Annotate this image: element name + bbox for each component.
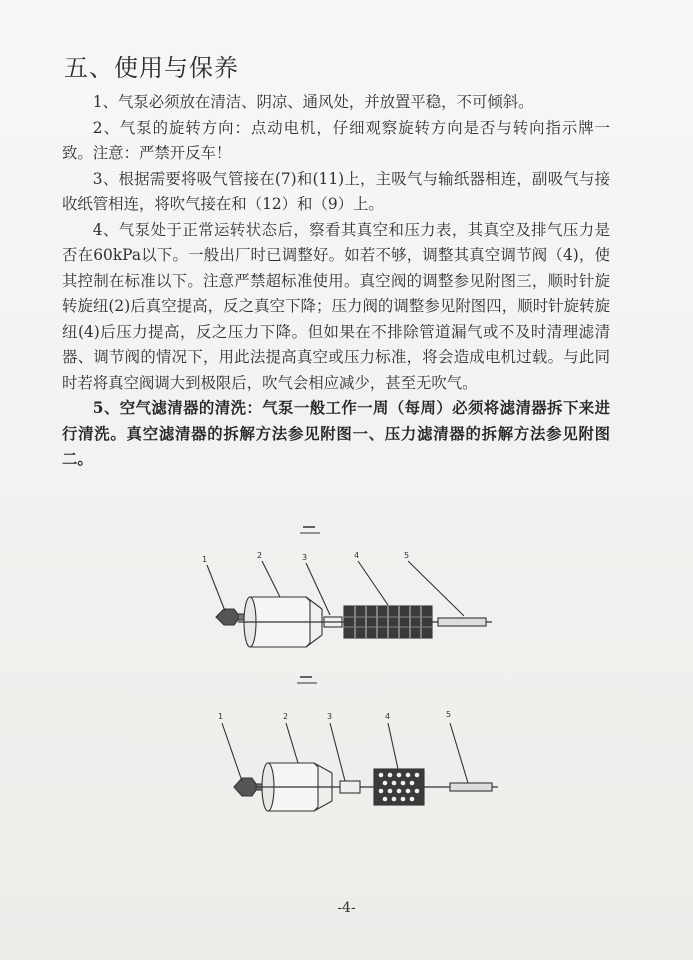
label-bottom-4: 4 (385, 712, 391, 721)
page-number: -4- (337, 900, 356, 916)
label-top-5: 5 (404, 551, 410, 560)
diagram-svg (180, 505, 520, 835)
cartridge-part (344, 606, 432, 638)
label-top-4: 4 (354, 551, 360, 560)
diagram-bottom-labels (218, 710, 451, 721)
label-top-2: 2 (257, 551, 263, 560)
label-bottom-5: 5 (446, 710, 452, 719)
diagram-top-labels (202, 551, 409, 564)
body-text (62, 90, 610, 473)
rod-part (438, 618, 486, 626)
sleeve-part-bottom (340, 781, 360, 793)
paragraph-1: 1、气泵必须放在清洁、阴凉、通风处，并放置平稳，不可倾斜。 (92, 93, 534, 111)
label-top-3: 3 (302, 553, 308, 562)
diagram-top (207, 527, 492, 647)
paragraph-4: 4、气泵处于正常运转状态后，察看其真空和压力表，其真空及排气压力是否在60kPa以下。一般出厂时已调整好。如若不够，调整其真空调节阀（4)，使其控制在标准以下。注意严禁超标准使用。真空阀的调整参见附图三，顺时针旋转旋纽(2)后真空提高，反之真空下降；压力阀的调整参见附图四，顺时针旋转旋纽(4)后压力提高，反之压力下降。但如果在不排除管道漏气或不及时清理滤清器、调节阀的情况下，用此法提高真空或压力标准，将会造成电机过载。与此同时若将真空阀调大到极限后，吹气会相应减少，甚至无吹气。 (62, 220, 610, 392)
diagram-bottom (222, 677, 498, 811)
section-title: 五、使用与保养 (64, 54, 239, 82)
label-bottom-1: 1 (218, 712, 224, 721)
label-top-1: 1 (202, 555, 208, 564)
cartridge-part-bottom (374, 769, 424, 805)
paragraph-5: 5、空气滤清器的清洗：气泵一般工作一周（每周）必须将滤清器拆下来进行清洗。真空滤清器的拆解方法参见附图一、压力滤清器的拆解方法参见附图二。 (62, 399, 610, 468)
rod-part-bottom (450, 783, 492, 791)
paragraph-2: 2、气泵的旋转方向：点动电机，仔细观察旋转方向是否与转向指示牌一致。注意：严禁开反车！ (62, 118, 610, 162)
filter-exploded-diagrams (180, 505, 520, 835)
label-bottom-2: 2 (283, 712, 289, 721)
paragraph-3: 3、根据需要将吸气管接在(7)和(11)上，主吸气与输纸器相连，副吸气与接收纸管相连，将吹气接在和（12）和（9）上。 (62, 169, 610, 213)
label-bottom-3: 3 (327, 712, 333, 721)
